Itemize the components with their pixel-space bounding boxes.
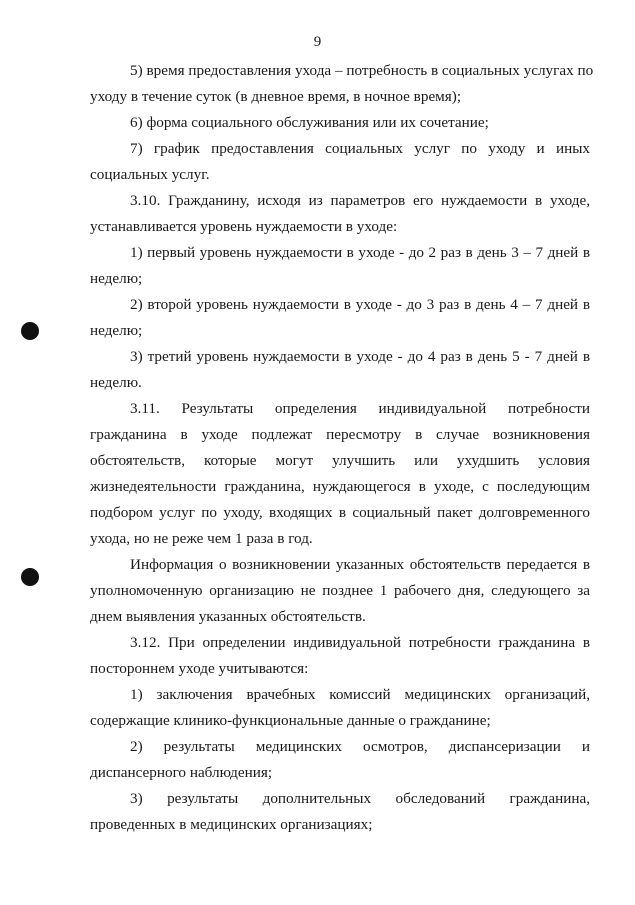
text-line: уходу в течение суток (в дневное время, в ночное время); [90,88,462,105]
text-line: обстоятельств, которые могут улучшить или ухудшить условия [90,452,590,469]
text-line: 7) график предоставления социальных услуг по уходу и иных [130,140,590,157]
text-line: 2) результаты медицинских осмотров, диспансеризации и [130,738,590,755]
paragraph [90,240,590,292]
text-line: 3) третий уровень нуждаемости в уходе - до 4 раз в день 5 - 7 дней в [130,348,590,365]
text-line: проведенных в медицинских организациях; [90,816,373,833]
paragraph [90,630,590,682]
text-line: неделю; [90,322,143,339]
text-line: 1) первый уровень нуждаемости в уходе - до 2 раз в день 3 – 7 дней в [130,244,590,261]
paragraph [90,734,590,786]
text-line: 3) результаты дополнительных обследований гражданина, [130,790,590,807]
page-number: 9 [313,34,322,50]
text-line: 6) форма социального обслуживания или их сочетание; [130,114,489,131]
paragraph [90,552,590,630]
text-line: 1) заключения врачебных комиссий медицинских организаций, [130,686,590,703]
text-line: уполномоченную организацию не позднее 1 рабочего дня, следующего за [90,582,590,599]
text-line: диспансерного наблюдения; [90,764,273,781]
text-line: неделю. [90,374,142,391]
text-line: жизнедеятельности гражданина, нуждающегося в уходе, с последующим [90,478,590,495]
document-body [90,58,594,838]
punch-hole-upper [21,322,39,340]
text-line: социальных услуг. [90,166,210,183]
text-line: ухода, но не реже чем 1 раза в год. [90,530,313,547]
paragraph [90,396,590,552]
text-line: 5) время предоставления ухода – потребность в социальных услугах по [130,62,594,79]
text-line: 3.10. Гражданину, исходя из параметров его нуждаемости в уходе, [130,192,590,209]
text-line: 3.12. При определении индивидуальной потребности гражданина в [130,634,590,651]
paragraph [90,110,590,136]
paragraph [90,682,590,734]
text-line: 3.11. Результаты определения индивидуальной потребности [130,400,590,417]
text-line: днем выявления указанных обстоятельств. [90,608,366,625]
text-line: гражданина в уходе подлежат пересмотру в случае возникновения [90,426,590,443]
paragraph [90,136,590,188]
paragraph [90,292,590,344]
punch-hole-lower [21,568,39,586]
paragraph [90,58,594,110]
text-line: содержащие клинико-функциональные данные о гражданине; [90,712,491,729]
text-line: подбором услуг по уходу, входящих в социальный пакет долговременного [90,504,590,521]
paragraph [90,188,590,240]
paragraph [90,786,590,838]
text-line: постороннем уходе учитываются: [90,660,309,677]
text-line: устанавливается уровень нуждаемости в уходе: [90,218,398,235]
text-line: Информация о возникновении указанных обстоятельств передается в [130,556,590,573]
text-line: неделю; [90,270,143,287]
paragraph [90,344,590,396]
text-line: 2) второй уровень нуждаемости в уходе - до 3 раз в день 4 – 7 дней в [130,296,590,313]
